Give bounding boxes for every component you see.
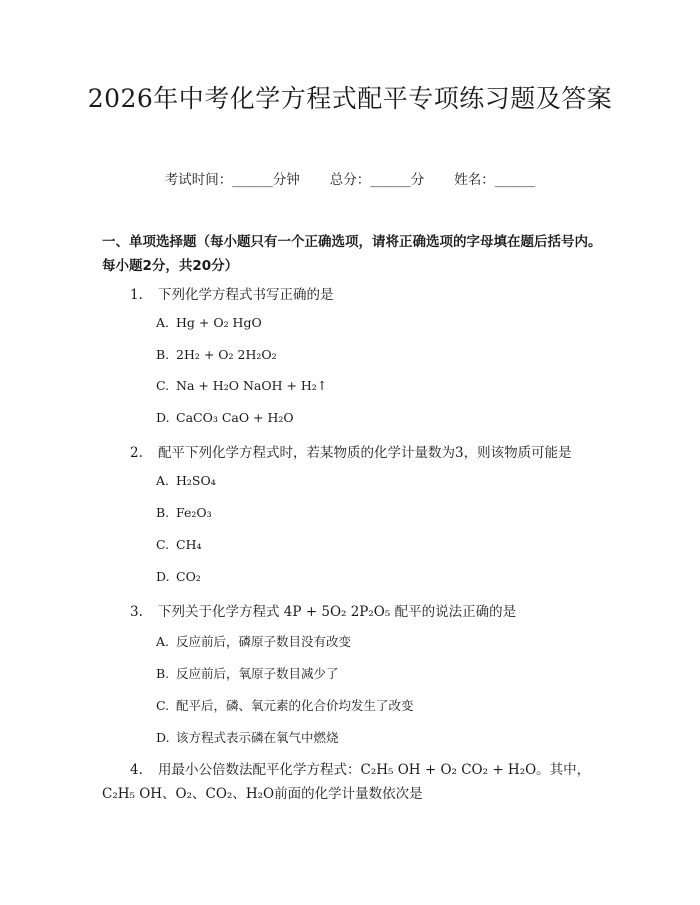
question-text: 用最小公倍数法配平化学方程式：C₂H₅ OH + O₂ CO₂ + H₂O。其中，C₂H₅ OH、O₂、CO₂、H₂O前面的化学计量数依次是 bbox=[102, 762, 591, 802]
option-letter: D. bbox=[156, 569, 170, 584]
section-heading: 一、单项选择题（每小题只有一个正确选项，请将正确选项的字母填在题后括号内。每小题2分，共20分） bbox=[102, 234, 602, 274]
question-2 bbox=[130, 441, 572, 461]
option-3a bbox=[156, 632, 351, 650]
option-letter: B. bbox=[156, 347, 170, 362]
student-name-field: 姓名：______ bbox=[454, 172, 536, 188]
option-2c bbox=[156, 537, 201, 552]
option-1b bbox=[156, 347, 277, 362]
option-text: CO₂ bbox=[176, 569, 201, 584]
question-text: 下列关于化学方程式 4P + 5O₂ 2P₂O₅ 配平的说法正确的是 bbox=[158, 604, 517, 620]
question-number: 2. bbox=[130, 445, 143, 461]
option-text: 2H₂ + O₂ 2H₂O₂ bbox=[176, 347, 277, 362]
option-text: H₂SO₄ bbox=[176, 473, 216, 488]
question-4 bbox=[102, 758, 602, 806]
page-title: 2026年中考化学方程式配平专项练习题及答案 bbox=[87, 84, 613, 113]
option-text: Fe₂O₃ bbox=[176, 505, 212, 520]
option-text: 配平后，磷、氧元素的化合价均发生了改变 bbox=[176, 698, 414, 713]
option-letter: C. bbox=[156, 537, 170, 552]
option-letter: B. bbox=[156, 666, 170, 681]
question-3 bbox=[130, 600, 516, 620]
option-letter: C. bbox=[156, 378, 170, 393]
total-score-field: 总分：______分 bbox=[329, 172, 425, 188]
option-text: Na + H₂O NaOH + H₂↑ bbox=[176, 378, 328, 393]
option-letter: B. bbox=[156, 505, 170, 520]
option-letter: D. bbox=[156, 410, 170, 425]
option-text: 反应前后，磷原子数目没有改变 bbox=[176, 634, 352, 649]
option-letter: D. bbox=[156, 730, 170, 745]
option-text: 反应前后，氧原子数目减少了 bbox=[176, 666, 339, 681]
option-letter: A. bbox=[156, 473, 170, 488]
option-3d bbox=[156, 728, 339, 746]
exam-info-row bbox=[0, 168, 700, 188]
option-2b bbox=[156, 505, 212, 520]
question-number: 4. bbox=[130, 762, 143, 778]
option-letter: C. bbox=[156, 698, 170, 713]
option-1c bbox=[156, 378, 327, 393]
exam-time-field: 考试时间：______分钟 bbox=[164, 172, 300, 188]
question-text: 下列化学方程式书写正确的是 bbox=[158, 287, 334, 303]
option-3b bbox=[156, 664, 339, 682]
option-3c bbox=[156, 696, 414, 714]
question-text: 配平下列化学方程式时，若某物质的化学计量数为3，则该物质可能是 bbox=[158, 445, 572, 461]
option-2d bbox=[156, 569, 201, 584]
option-2a bbox=[156, 473, 216, 488]
option-text: CaCO₃ CaO + H₂O bbox=[176, 410, 294, 425]
option-1d bbox=[156, 410, 294, 425]
option-text: 该方程式表示磷在氧气中燃烧 bbox=[176, 730, 339, 745]
option-text: CH₄ bbox=[176, 537, 202, 552]
option-text: Hg + O₂ HgO bbox=[176, 315, 262, 330]
option-letter: A. bbox=[156, 634, 170, 649]
question-1 bbox=[130, 283, 334, 303]
question-number: 3. bbox=[130, 604, 143, 620]
question-number: 1. bbox=[130, 287, 143, 303]
option-letter: A. bbox=[156, 315, 170, 330]
option-1a bbox=[156, 315, 262, 330]
